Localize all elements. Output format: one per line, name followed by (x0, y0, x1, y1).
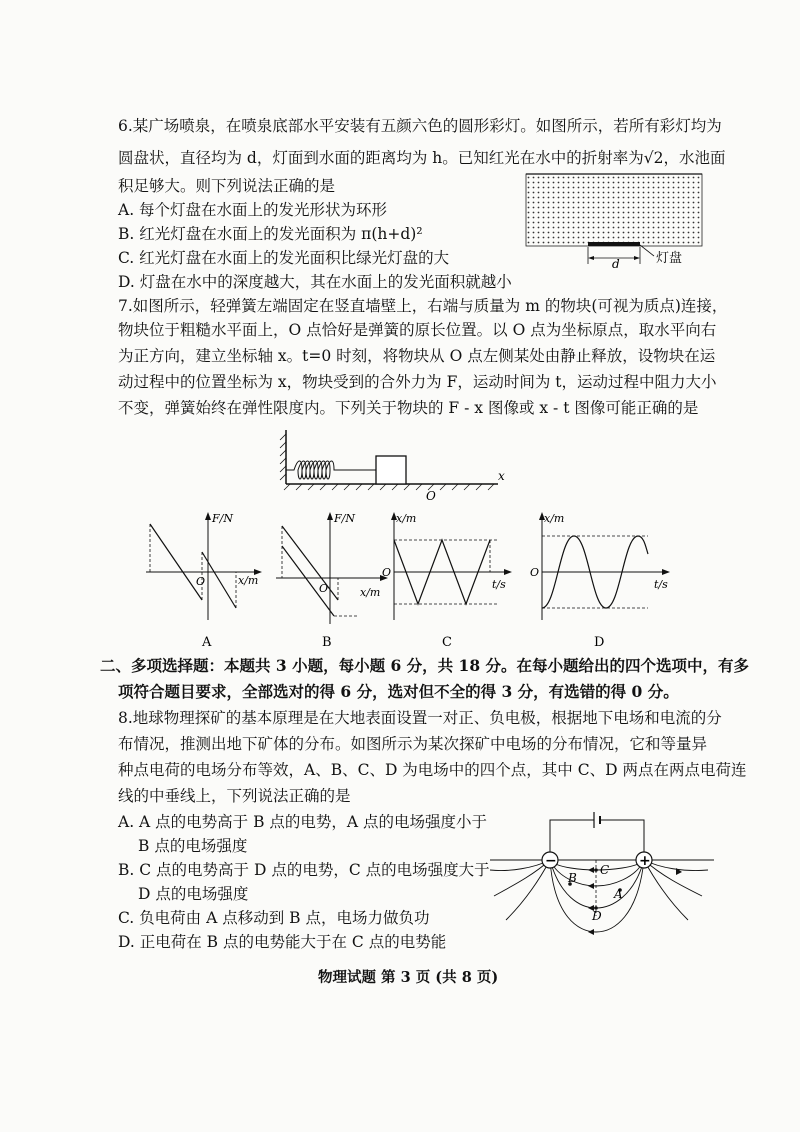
q8-option-c: C. 负电荷由 A 点移动到 B 点，电场力做负功 (118, 909, 430, 927)
q8-option-d: D. 正电荷在 B 点的电势能大于在 C 点的电势能 (118, 933, 447, 951)
graph-c-letter: C (442, 635, 452, 650)
q6-stem-line-1: 6.某广场喷泉，在喷泉底部水平安装有五颜六色的圆形彩灯。如图所示，若所有彩灯均为 (118, 117, 722, 135)
q6-option-a: A. 每个灯盘在水面上的发光形状为环形 (118, 201, 388, 219)
page-footer: 物理试题 第 3 页 (共 8 页) (318, 969, 499, 986)
q8-option-b-line-1: B. C 点的电势高于 D 点的电势，C 点的电场强度大于 (118, 861, 490, 879)
point-b-label: B (568, 871, 577, 885)
q6-option-d: D. 灯盘在水中的深度越大，其在水面上的发光面积就越小 (118, 273, 512, 291)
q7-spring-figure (276, 424, 516, 502)
q7-stem-line-3: 为正方向，建立坐标轴 x。t=0 时刻，将物块从 O 点左侧某处由静止释放，设物块在运 (118, 347, 716, 365)
graph-c-xlabel: t/s (492, 578, 506, 591)
q7-stem-line-1: 7.如图所示，轻弹簧左端固定在竖直墙壁上，右端与质量为 m 的物块(可视为质点)连接， (118, 297, 728, 315)
q8-option-b-line-2: D 点的电场强度 (138, 885, 249, 903)
q6-fountain-figure (516, 170, 716, 270)
spring-coil (286, 461, 376, 479)
neg-sign: − (545, 853, 557, 869)
q6-option-c: C. 红光灯盘在水面上的发光面积比绿光灯盘的大 (118, 249, 450, 267)
q6-stem-line-2: 圆盘状，直径均为 d，灯面到水面的距离均为 h。已知红光在水中的折射率为√2，水池面 (118, 149, 726, 167)
graph-c-origin: O (382, 566, 392, 579)
q8-stem-line-4: 线的中垂线上，下列说法正确的是 (118, 787, 351, 805)
lamp-disk (588, 242, 640, 246)
graph-d-ylabel: x/m (544, 512, 565, 525)
graph-c-ylabel: x/m (396, 512, 417, 525)
q8-stem-line-2: 布情况，推测出地下矿体的分布。如图所示为某次探矿中电场的分布情况，它和等量异 (118, 735, 708, 753)
q6-fig-lamp-label: 灯盘 (656, 251, 683, 266)
graph-b-xlabel: x/m (360, 586, 381, 599)
graph-d-origin: O (530, 566, 540, 579)
q6-fig-d-label: d (612, 257, 620, 270)
graph-b-origin: O (319, 582, 329, 595)
graph-d-xlabel: t/s (654, 578, 668, 591)
section-2-heading-line-2: 项符合题目要求，全部选对的得 6 分，选对但不全的得 3 分，有选错的得 0 分。 (118, 682, 679, 701)
q7-stem-line-4: 动过程中的位置坐标为 x，物块受到的合外力为 F，运动时间为 t，运动过程中阻力大小 (118, 373, 717, 391)
point-a-label: A (614, 887, 623, 901)
q7-graph-c (380, 508, 520, 653)
q8-stem-line-3: 种点电荷的电场分布等效，A、B、C、D 为电场中的四个点，其中 C、D 两点在两点电荷连 (118, 761, 747, 779)
graph-a-xlabel: x/m (238, 574, 259, 587)
q6-stem-line-3: 积足够大。则下列说法正确的是 (118, 177, 336, 195)
q7-graph-a (140, 508, 270, 653)
block-m (376, 456, 406, 484)
section-2-heading-line-1: 二、多项选择题：本题共 3 小题，每小题 6 分，共 18 分。在每小题给出的四个选项中，有多 (100, 656, 750, 675)
q8-stem-line-1: 8.地球物理探矿的基本原理是在大地表面设置一对正、负电极，根据地下电场和电流的分 (118, 709, 722, 727)
q7-fig-o-label: O (426, 489, 436, 502)
q7-graph-b (272, 508, 392, 653)
q8-option-a-line-2: B 点的电场强度 (138, 837, 248, 855)
graph-a-origin: O (196, 575, 206, 588)
pos-sign: + (639, 853, 651, 869)
graph-b-ylabel: F/N (334, 512, 355, 525)
q8-field-figure (488, 806, 720, 946)
q7-fig-x-label: x (498, 469, 505, 483)
q7-stem-line-2: 物块位于粗糙水平面上，O 点恰好是弹簧的原长位置。以 O 点为坐标原点，取水平向右 (118, 321, 717, 339)
point-d-label: D (592, 909, 602, 923)
graph-d-letter: D (594, 635, 605, 650)
graph-a-ylabel: F/N (212, 512, 233, 525)
q7-stem-line-5: 不变，弹簧始终在弹性限度内。下列关于物块的 F - x 图像或 x - t 图像可能正确的是 (118, 399, 699, 417)
q6-option-b: B. 红光灯盘在水面上的发光面积为 π(h+d)² (118, 225, 423, 243)
point-c-label: C (600, 863, 610, 877)
q7-graph-d (528, 508, 678, 653)
q8-option-a-line-1: A. A 点的电势高于 B 点的电势，A 点的电场强度小于 (118, 813, 488, 831)
graph-a-letter: A (202, 635, 212, 650)
graph-b-letter-text: B (322, 635, 332, 650)
